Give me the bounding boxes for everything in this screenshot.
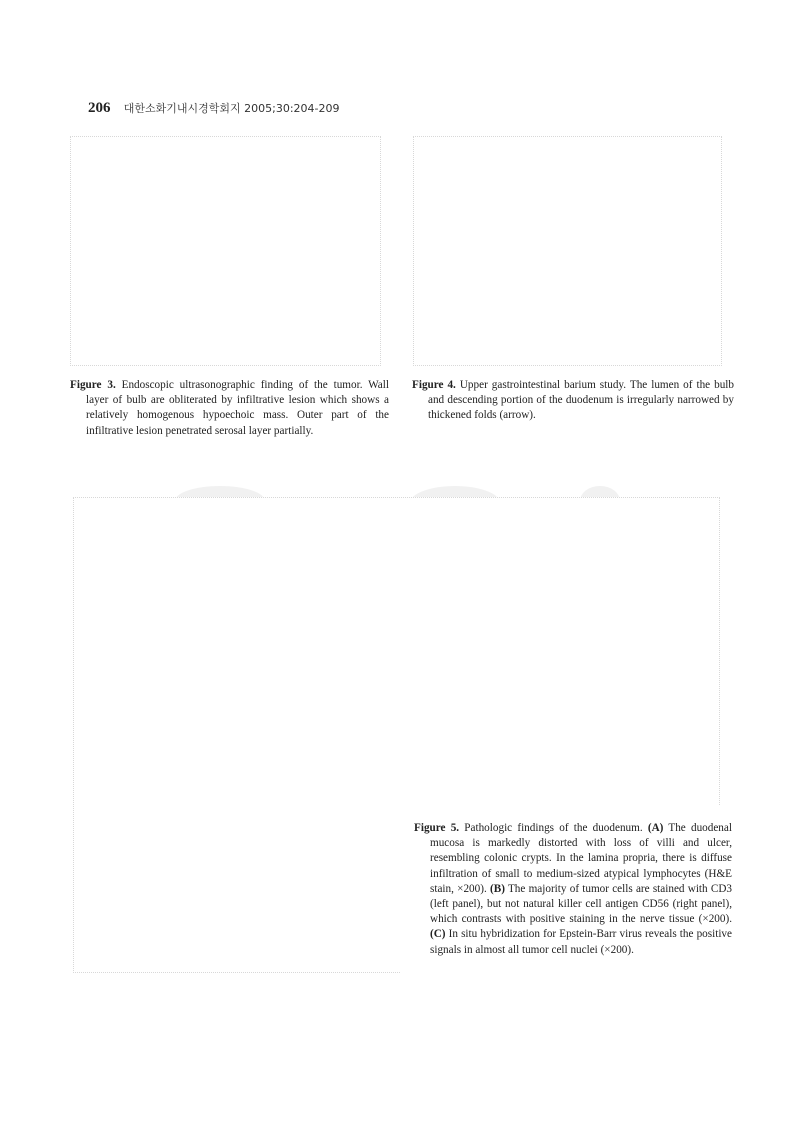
page-number: 206	[88, 100, 111, 116]
figure-4-label: Figure 4.	[412, 379, 456, 391]
running-header	[88, 100, 340, 117]
figure-4-text: Upper gastrointestinal barium study. The lumen of the bulb and descending portion of the duodenum is irregularly narrowed by thickened folds (arrow).	[428, 379, 734, 422]
panel-b-label: (B)	[490, 882, 505, 895]
figure-3-image	[70, 136, 381, 366]
figure-3-text: Endoscopic ultrasonographic finding of the tumor. Wall layer of bulb are obliterated by infiltrative lesion which shows a relatively homogenous hypoechoic mass. Outer part of the infiltrative lesion penetrated serosal layer partially.	[86, 379, 389, 437]
figure-5-label: Figure 5.	[414, 822, 460, 834]
figure-3-caption	[70, 378, 389, 439]
figure-4-caption	[412, 378, 734, 424]
figure-3-label: Figure 3.	[70, 379, 116, 391]
figure-5-intro: Pathologic findings of the duodenum.	[464, 822, 643, 834]
journal-citation: 대한소화기내시경학회지 2005;30:204-209	[123, 102, 340, 115]
figure-4-image	[413, 136, 722, 366]
figure-5-caption	[414, 821, 732, 958]
panel-c-label: (C)	[430, 928, 446, 941]
panel-a-label: (A)	[647, 822, 664, 834]
panel-a-text: The duodenal mucosa is markedly distorted with loss of villi and ulcer, resembling colonic crypts. In the lamina propria, there is diffuse infiltration of small to medium-sized atypical lymphocytes (H&E stain, ×200).	[430, 822, 732, 895]
panel-c-text: In situ hybridization for Epstein-Barr virus reveals the positive signals in almost all tumor cell nuclei (×200).	[430, 928, 732, 956]
panel-b-text: The majority of tumor cells are stained with CD3 (left panel), but not natural killer cell antigen CD56 (right panel), which contrasts with positive staining in the nerve tissue (×200).	[430, 882, 732, 926]
